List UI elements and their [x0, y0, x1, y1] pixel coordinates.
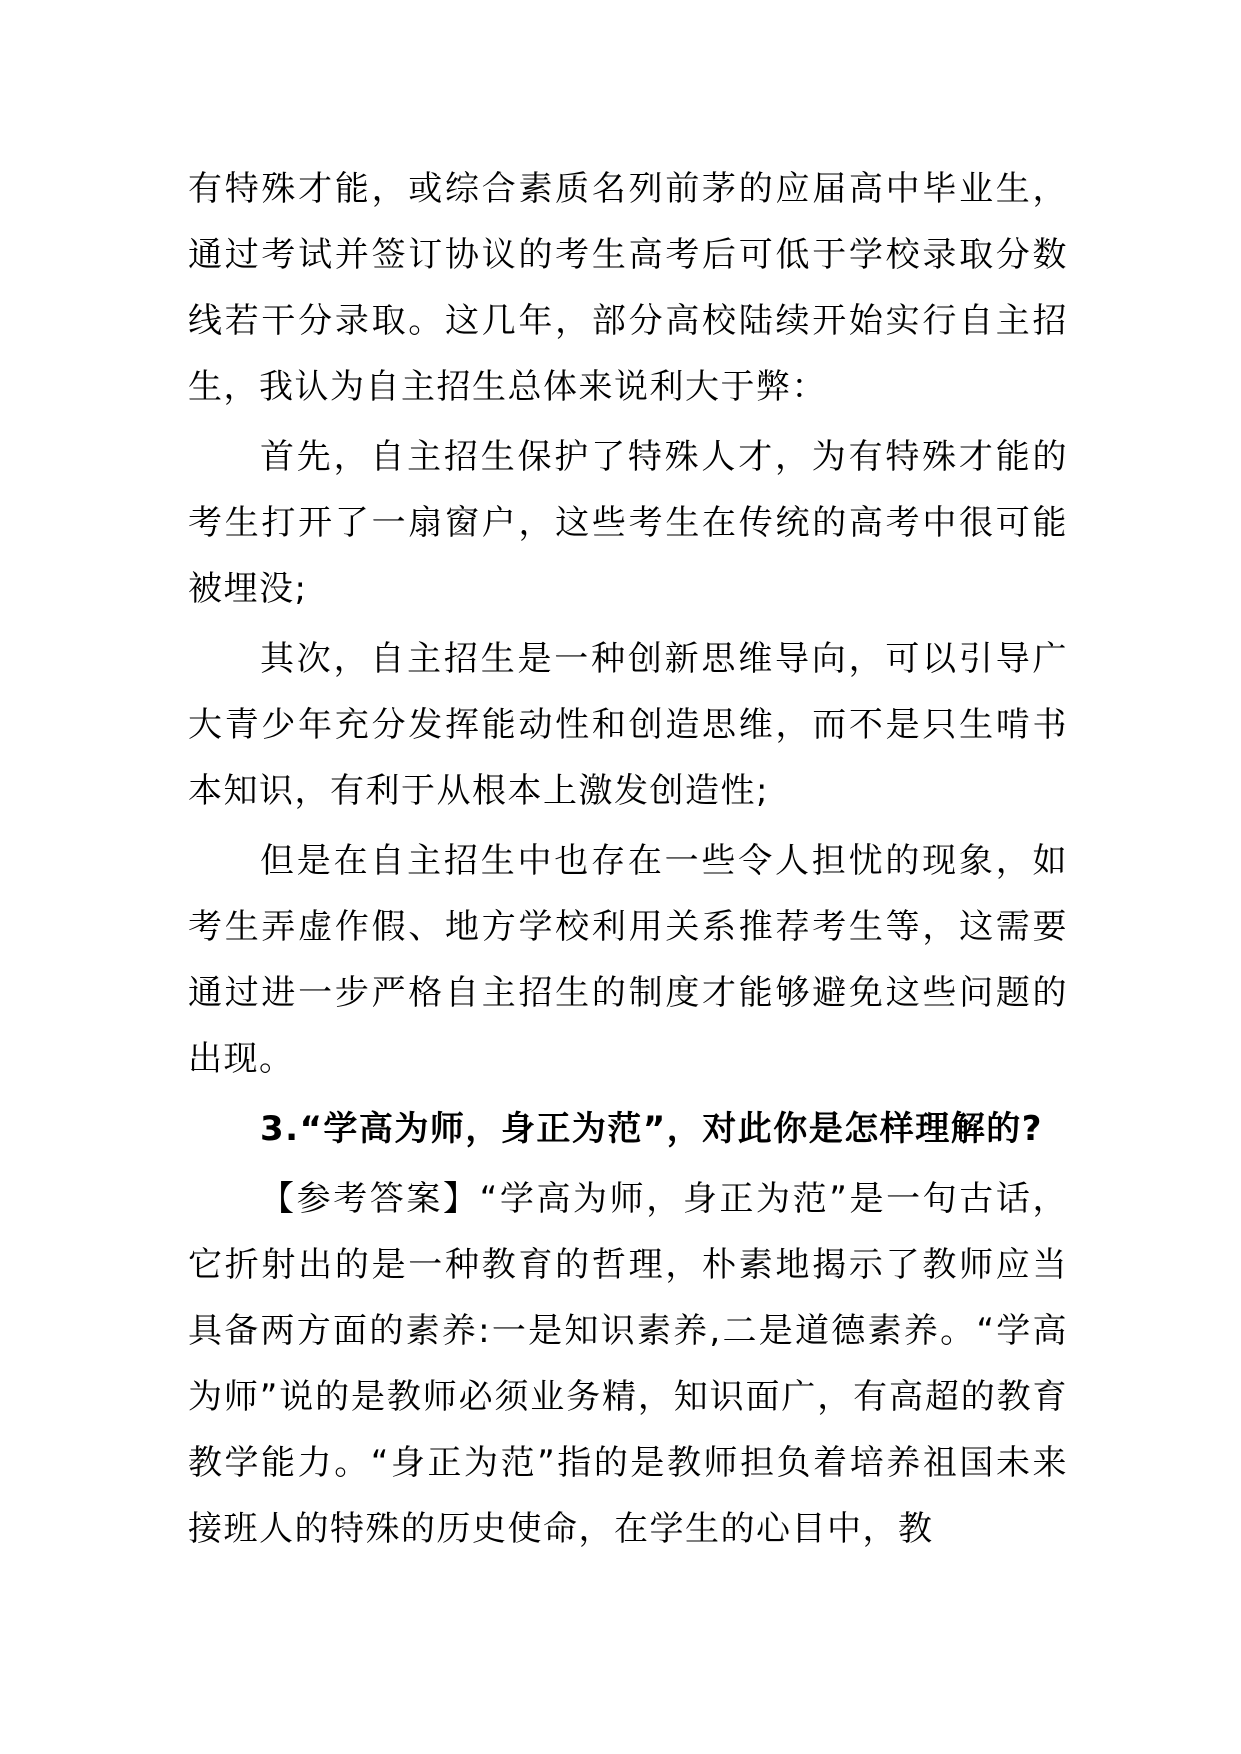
question-heading: 3.“学高为师，身正为范”，对此你是怎样理解的? [260, 1109, 1043, 1149]
paragraph-first-point: 首先，自主招生保护了特殊人才，为有特殊才能的考生打开了一扇窗户，这些考生在传统的高考中很可能被埋没; [188, 437, 1068, 609]
answer-paragraph: 【参考答案】“学高为师，身正为范”是一句古话，它折射出的是一种教育的哲理，朴素地揭示了教师应当具备两方面的素养:一是知识素养,二是道德素养。“学高为师”说的是教师必须业务精，知识面广，有高超的教育教学能力。“身正为范”指的是教师担负着培养祖国未来接班人的特殊的历史使命，在学生的心目中，教 [188, 1179, 1068, 1549]
document-body [188, 156, 1068, 1562]
paragraph-concern: 但是在自主招生中也存在一些令人担忧的现象，如考生弄虚作假、地方学校利用关系推荐考生等，这需要通过进一步严格自主招生的制度才能够避免这些问题的出现。 [188, 841, 1068, 1079]
paragraph-second-point: 其次，自主招生是一种创新思维导向，可以引导广大青少年充分发挥能动性和创造思维，而不是只生啃书本知识，有利于从根本上激发创造性; [188, 639, 1068, 811]
paragraph-continuation: 有特殊才能，或综合素质名列前茅的应届高中毕业生，通过考试并签订协议的考生高考后可低于学校录取分数线若干分录取。这几年，部分高校陆续开始实行自主招生，我认为自主招生总体来说利大于弊： [188, 169, 1068, 407]
